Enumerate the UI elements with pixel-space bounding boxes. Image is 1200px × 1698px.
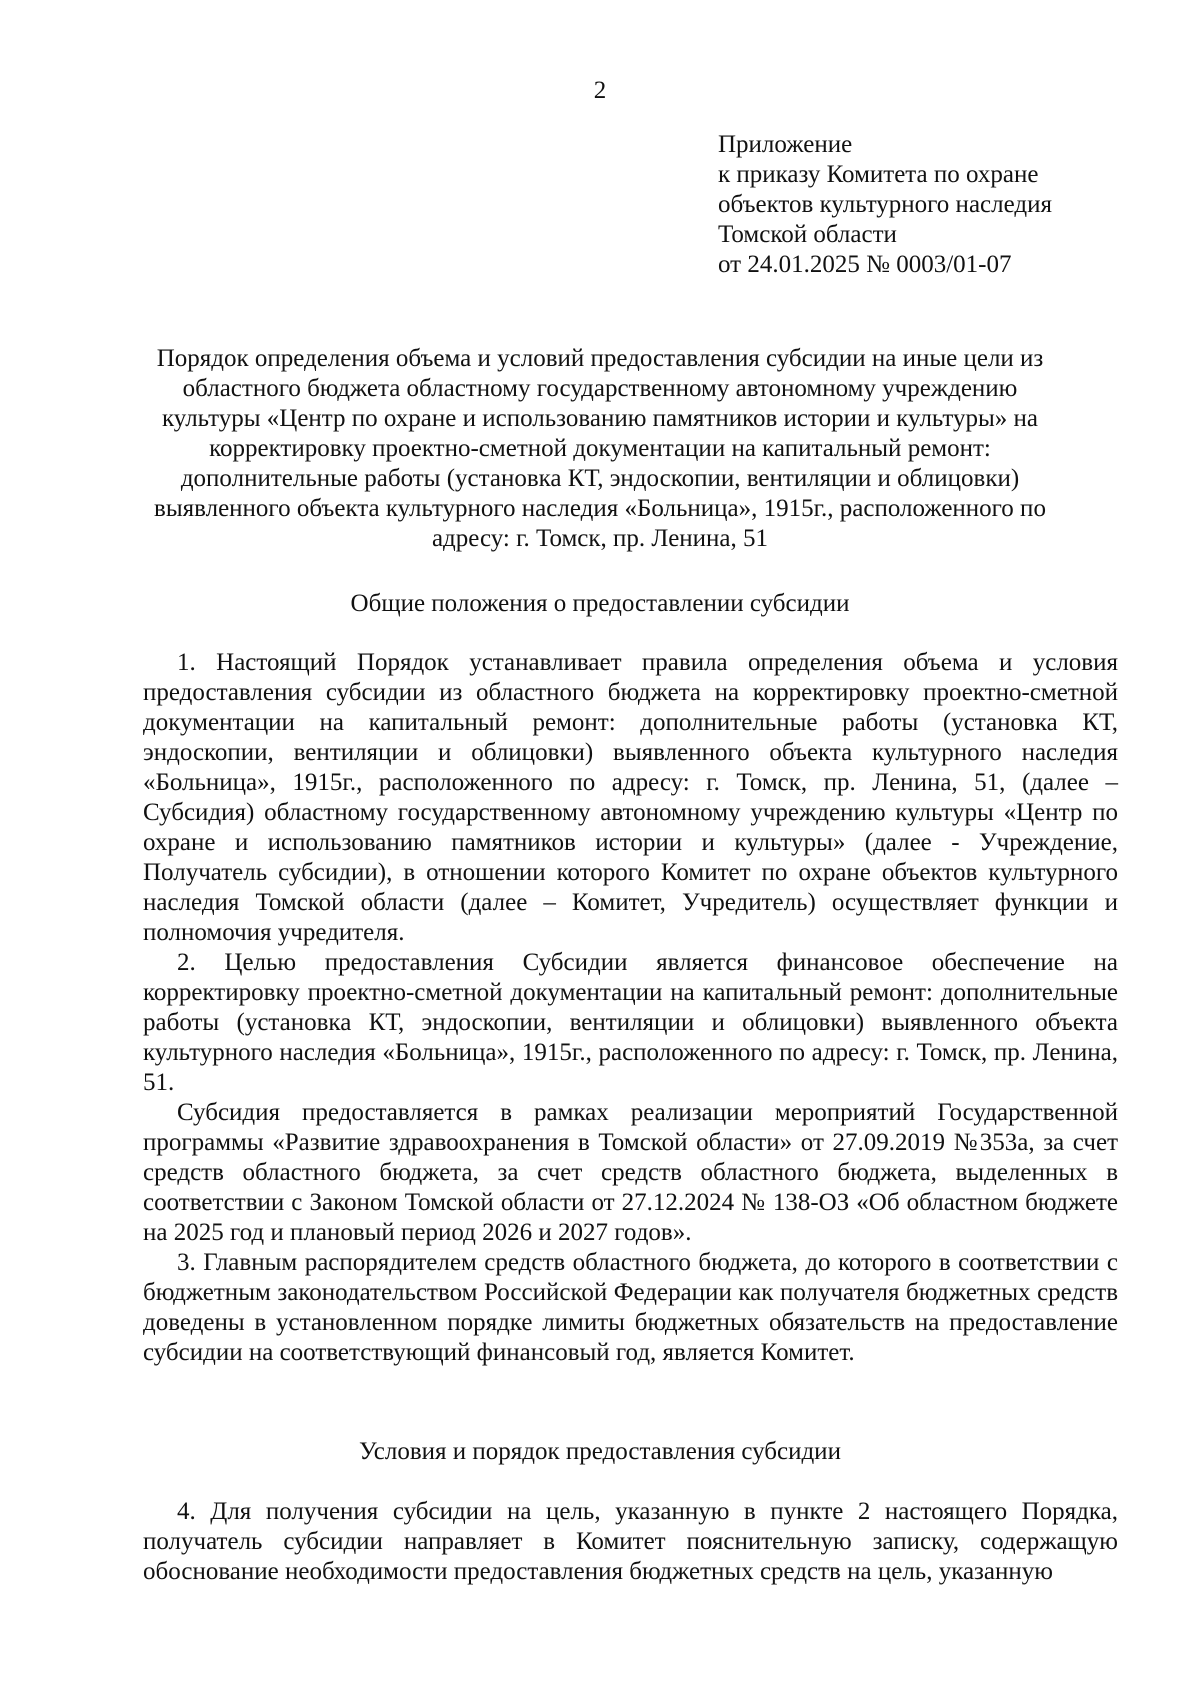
appendix-line: Приложение xyxy=(718,131,853,158)
appendix-line: объектов культурного наследия xyxy=(718,191,1052,218)
paragraph-3: 3. Главным распорядителем средств областного бюджета, до которого в соответствии с бюджетным законодательством Российской Федерации как получателя бюджетных средств доведены в установленном порядке лимиты бюджетных обязательств на предоставление субсидии на соответствующий финансовый год, является Комитет. xyxy=(143,1249,1118,1366)
section-body-general xyxy=(143,648,1118,1368)
title-line: корректировку проектно-сметной документации на капитальный ремонт: xyxy=(209,435,991,462)
title-line: Порядок определения объема и условий предоставления субсидии на иные цели из xyxy=(156,345,1044,372)
section-heading-conditions: Условия и порядок предоставления субсидии xyxy=(359,1438,841,1465)
appendix-line: от 24.01.2025 № 0003/01-07 xyxy=(718,251,1012,278)
title-line: выявленного объекта культурного наследия «Больница», 1915г., расположенного по xyxy=(154,495,1046,522)
paragraph-4: 4. Для получения субсидии на цель, указанную в пункте 2 настоящего Порядка, получатель субсидии направляет в Комитет пояснительную записку, содержащую обоснование необходимости предоставления бюджетных средств на цель, указанную xyxy=(143,1498,1118,1585)
paragraph-2: 2. Целью предоставления Субсидии является финансовое обеспечение на корректировку проектно-сметной документации на капитальный ремонт: дополнительные работы (установка КТ, эндоскопии, вентиляции и облицовки) выявленного объекта культурного наследия «Больница», 1915г., расположенного по адресу: г. Томск, пр. Ленина, 51. xyxy=(143,949,1118,1096)
paragraph-1: 1. Настоящий Порядок устанавливает правила определения объема и условия предоставления субсидии из областного бюджета на корректировку проектно-сметной документации на капитальный ремонт: дополнительные работы (установка КТ, эндоскопии, вентиляции и облицовки) выявленного объекта культурного наследия «Больница», 1915г., расположенного по адресу: г. Томск, пр. Ленина, 51, (далее – Субсидия) областному государственному автономному учреждению культуры «Центр по охране и использованию памятников истории и культуры» (далее - Учреждение, Получатель субсидии), в отношении которого Комитет по охране объектов культурного наследия Томской области (далее – Комитет, Учредитель) осуществляет функции и полномочия учредителя. xyxy=(143,649,1118,946)
section-heading-general: Общие положения о предоставлении субсидии xyxy=(350,590,850,617)
appendix-block xyxy=(718,130,1158,280)
section-body-conditions xyxy=(143,1497,1118,1587)
title-line: культуры «Центр по охране и использованию памятников истории и культуры» на xyxy=(162,405,1038,432)
appendix-line: к приказу Комитета по охране xyxy=(718,161,1039,188)
title-line: дополнительные работы (установка КТ, эндоскопии, вентиляции и облицовки) xyxy=(180,465,1020,492)
title-line: адресу: г. Томск, пр. Ленина, 51 xyxy=(431,525,769,552)
page-number: 2 xyxy=(593,77,607,104)
appendix-line: Томской области xyxy=(718,221,897,248)
paragraph-subsidy-program: Субсидия предоставляется в рамках реализации мероприятий Государственной программы «Развитие здравоохранения в Томской области» от 27.09.2019 №353а, за счет средств областного бюджета, за счет средств областного бюджета, выделенных в соответствии с Законом Томской области от 27.12.2024 № 138-ОЗ «Об областном бюджете на 2025 год и плановый период 2026 и 2027 годов». xyxy=(143,1099,1118,1246)
document-title xyxy=(140,344,1060,554)
title-line: областного бюджета областному государственному автономному учреждению xyxy=(182,375,1018,402)
